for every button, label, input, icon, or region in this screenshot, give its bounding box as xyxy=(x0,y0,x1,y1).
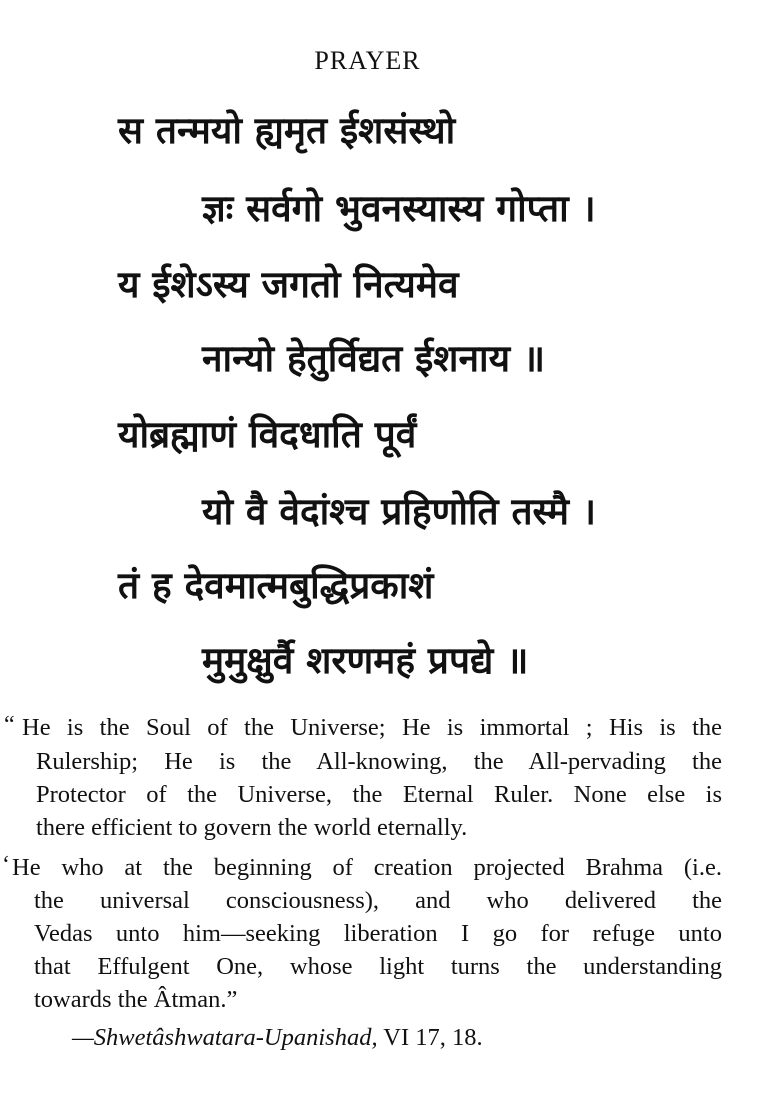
verse-line: यो वै वेदांश्च प्रहिणोति तस्मै । xyxy=(202,490,596,533)
translation-line: Rulership; He is the All-knowing, the All-pervading the xyxy=(36,748,722,775)
translation-line: the universal consciousness), and who delivered the xyxy=(34,887,722,914)
verse-line: योब्रह्माणं विदधाति पूर्वं xyxy=(118,413,417,456)
citation-source: —Shwetâshwatara-Upanishad, xyxy=(72,1024,378,1051)
verse-line: मुमुक्षुर्वै शरणमहं प्रपद्ये ॥ xyxy=(202,639,529,682)
translation-line: that Effulgent One, whose light turns the understanding xyxy=(34,953,722,980)
open-quote: ‘ xyxy=(2,852,10,878)
citation-reference: VI 17, 18. xyxy=(377,1024,483,1051)
translation-line: He is the Soul of the Universe; He is immortal ; His is the xyxy=(22,714,722,741)
verse-line: य ईशेऽस्य जगतो नित्यमेव xyxy=(118,263,459,306)
translation-line: Protector of the Universe, the Eternal Ruler. None else is xyxy=(36,781,722,808)
translation-line: towards the Âtman.” xyxy=(34,986,238,1013)
verse-line: तं ह देवमात्मबुद्धिप्रकाशं xyxy=(118,564,434,607)
translation-line: Vedas unto him—seeking liberation I go for refuge unto xyxy=(34,920,722,947)
verse-line: नान्यो हेतुर्विद्यत ईशनाय ॥ xyxy=(202,337,546,380)
translation-line: He who at the beginning of creation projected Brahma (i.e. xyxy=(12,854,722,881)
verse-line: स तन्मयो ह्यमृत ईशसंस्थो xyxy=(118,109,456,152)
citation xyxy=(72,1024,483,1052)
translation-line: there efficient to govern the world eternally. xyxy=(36,814,468,841)
verse-line: ज्ञः सर्वगो भुवनस्यास्य गोप्ता । xyxy=(202,187,596,230)
page-title: PRAYER xyxy=(314,46,421,75)
open-quote: “ xyxy=(4,712,15,738)
